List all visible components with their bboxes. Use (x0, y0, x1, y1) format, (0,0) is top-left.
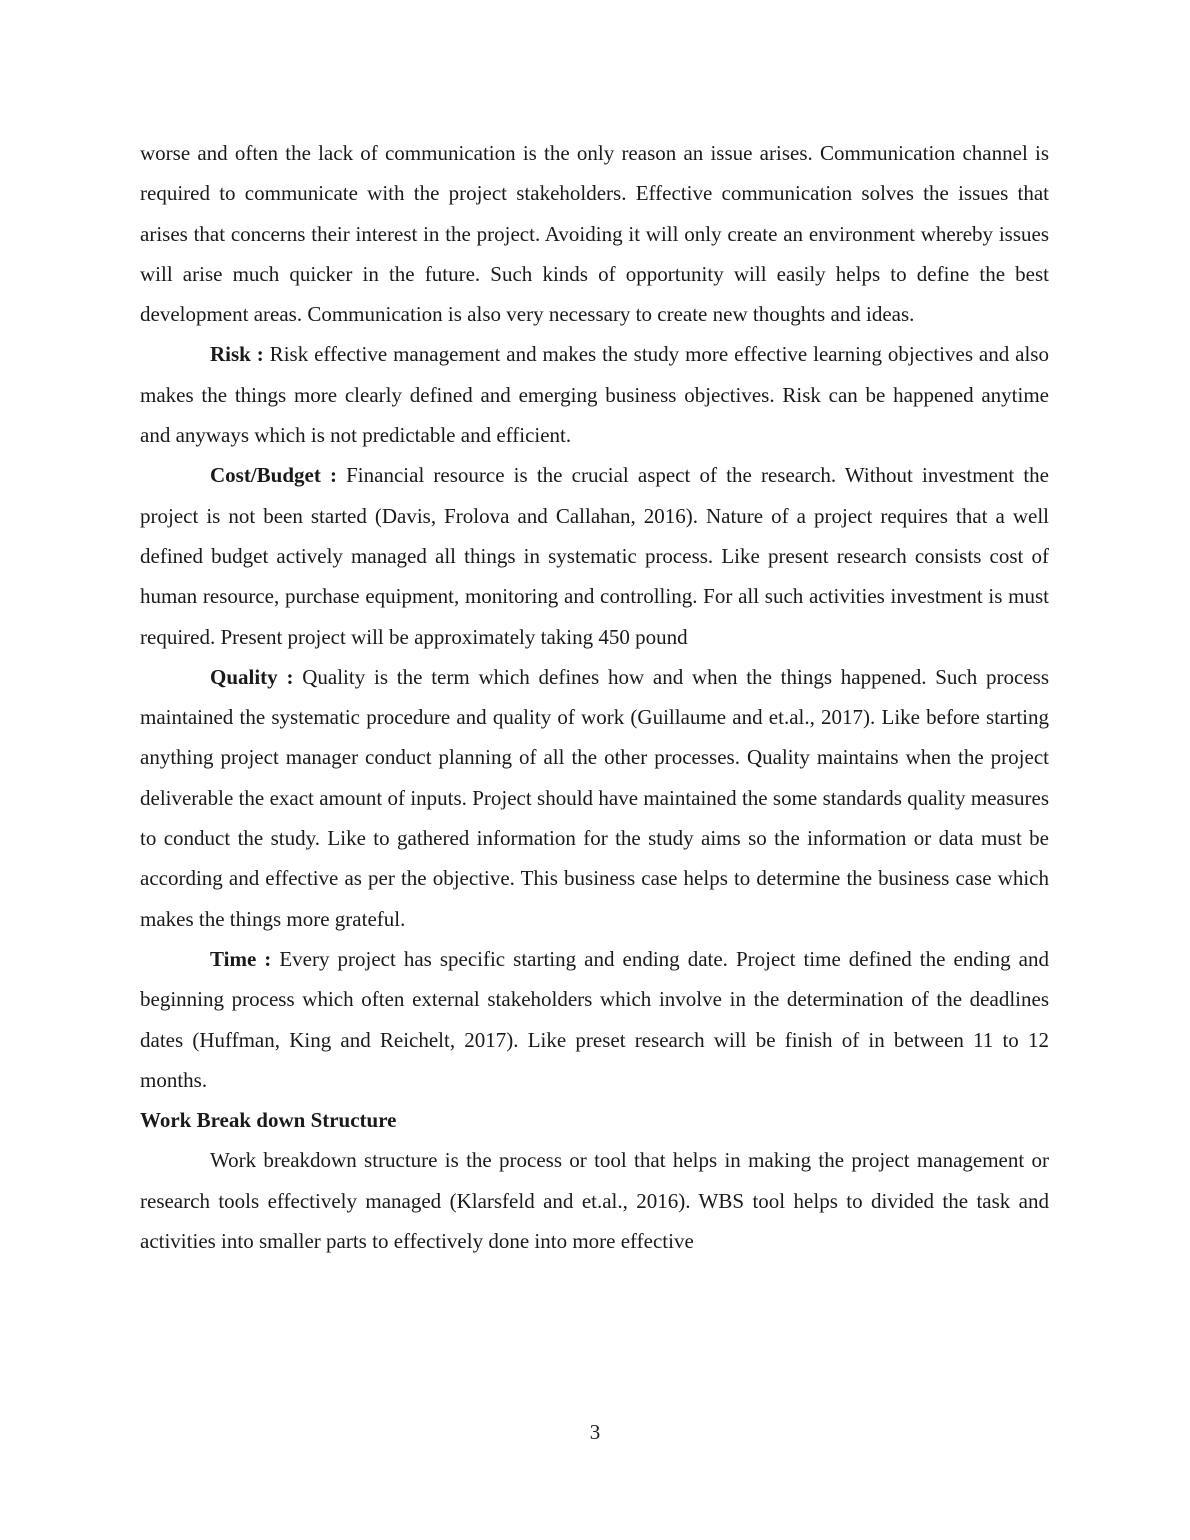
paragraph-cost-budget (140, 455, 1049, 656)
paragraph-wbs: Work breakdown structure is the process or tool that helps in making the project management or research tools effectively managed (Klarsfeld and et.al., 2016). WBS tool helps to divided the task and activities into smaller parts to effectively done into more effective (140, 1148, 1049, 1254)
paragraph-communication: worse and often the lack of communication is the only reason an issue arises. Communication channel is required to communicate with the project stakeholders. Effective communication solves the issues that arises that concerns their interest in the project. Avoiding it will only create an environment whereby issues will arise much quicker in the future. Such kinds of opportunity will easily helps to define the best development areas. Communication is also very necessary to create new thoughts and ideas. (140, 141, 1049, 327)
section-heading-wbs: Work Break down Structure (140, 1108, 397, 1133)
term-risk: Risk : (210, 342, 264, 367)
term-time: Time : (210, 946, 272, 971)
term-quality: Quality : (210, 664, 294, 689)
quality-text: Quality is the term which defines how and when the things happened. Such process maintained the systematic procedure and quality of work (Guillaume and et.al., 2017). Like before starting anything project manager conduct planning of all the other processes. Quality maintains when the project deliverable the exact amount of inputs. Project should have maintained the some standards quality measures to conduct the study. Like to gathered information for the study aims so the information or data must be according and effective as per the objective. This business case helps to determine the business case which makes the things more grateful. (140, 664, 1050, 931)
cost-budget-text: Financial resource is the crucial aspect of the research. Without investment the project is not been started (Davis, Frolova and Callahan, 2016). Nature of a project requires that a well defined budget actively managed all things in systematic process. Like present research consists cost of human resource, purchase equipment, monitoring and controlling. For all such activities investment is must required. Present project will be approximately taking 450 pound (140, 463, 1049, 649)
time-text: Every project has specific starting and ending date. Project time defined the ending and beginning process which often external stakeholders which involve in the determination of the deadlines dates (Huffman, King and Reichelt, 2017). Like preset research will be finish of in between 11 to 12 months. (140, 946, 1049, 1092)
paragraph-risk (140, 334, 1049, 455)
document-body (140, 133, 1049, 1261)
term-cost-budget: Cost/Budget : (210, 463, 337, 488)
risk-text: Risk effective management and makes the study more effective learning objectives and also makes the things more clearly defined and emerging business objectives. Risk can be happened anytime and anyways which is not predictable and efficient. (140, 342, 1049, 448)
paragraph-quality (140, 657, 1049, 939)
page-number: 3 (589, 1420, 601, 1444)
paragraph-time (140, 939, 1049, 1100)
